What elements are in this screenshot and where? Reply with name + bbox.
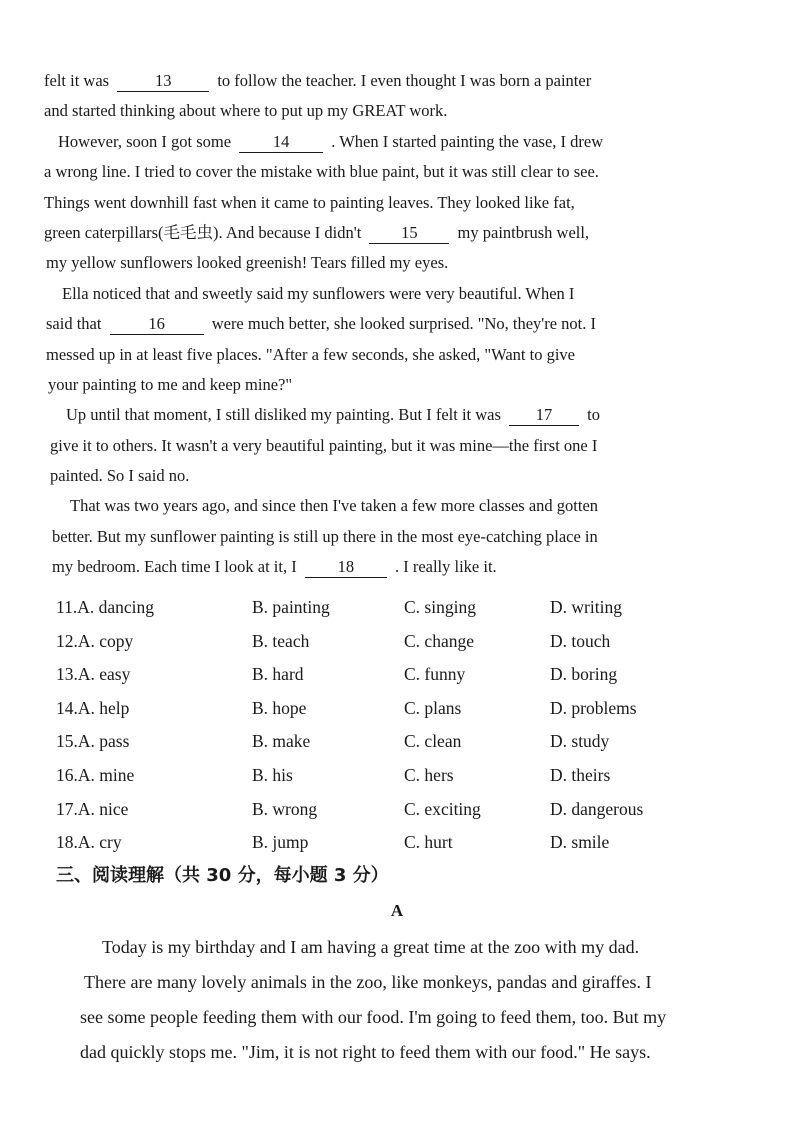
passage-text: were much better, she looked surprised. "No, they're not. I <box>211 314 597 334</box>
passage-text: green caterpillars(毛毛虫). And because I didn't <box>44 222 362 242</box>
passage-text: to follow the teacher. I even thought I was born a painter <box>217 71 592 90</box>
passage-line-17 <box>44 552 704 582</box>
option-row-18 <box>56 827 736 861</box>
passage-line-6 <box>44 218 704 248</box>
passage-text: felt it was <box>44 71 110 90</box>
option-b: B. teach <box>252 630 310 651</box>
answer-options <box>56 592 736 861</box>
option-b: B. his <box>252 764 293 785</box>
option-b: B. make <box>252 731 311 752</box>
passage-line-1 <box>44 66 704 96</box>
passage-line-7: my yellow sunflowers looked greenish! Tears filled my eyes. <box>46 253 449 273</box>
passage-line-8: Ella noticed that and sweetly said my sunflowers were very beautiful. When I <box>62 283 575 303</box>
option-d: D. touch <box>550 630 611 651</box>
reading-line-2: There are many lovely animals in the zoo, like monkeys, pandas and giraffes. I <box>84 972 652 992</box>
option-d: D. study <box>550 731 610 752</box>
passage-line-2: and started thinking about where to put up my GREAT work. <box>44 101 448 121</box>
option-a: 15.A. pass <box>56 731 130 752</box>
option-c: C. plans <box>404 697 462 718</box>
passage-line-15: That was two years ago, and since then I've taken a few more classes and gotten <box>70 496 599 516</box>
option-a: 14.A. help <box>56 697 130 718</box>
cloze-passage <box>44 66 704 583</box>
passage-line-10: messed up in at least five places. "After a few seconds, she asked, "Want to give <box>46 344 575 364</box>
passage-text: my paintbrush well, <box>457 222 590 242</box>
passage-text: . I really like it. <box>394 557 497 577</box>
option-c: C. exciting <box>404 798 481 819</box>
option-c: C. hurt <box>404 832 453 853</box>
passage-text: . When I started painting the vase, I drew <box>331 131 604 151</box>
option-row-17 <box>56 794 736 828</box>
passage-line-3 <box>44 127 704 157</box>
option-b: B. jump <box>252 832 309 853</box>
passage-text: my bedroom. Each time I look at it, I <box>52 557 297 577</box>
option-row-13 <box>56 659 736 693</box>
blank-14: 14 <box>239 132 323 153</box>
option-row-16 <box>56 760 736 794</box>
option-d: D. dangerous <box>550 798 644 819</box>
option-b: B. painting <box>252 597 330 617</box>
option-a: 13.A. easy <box>56 664 131 685</box>
blank-18: 18 <box>305 557 387 578</box>
option-row-12 <box>56 626 736 660</box>
option-a: 11.A. dancing <box>56 597 155 617</box>
option-d: D. theirs <box>550 764 611 785</box>
option-c: C. clean <box>404 731 462 752</box>
option-d: D. problems <box>550 697 637 718</box>
reading-line-3: see some people feeding them with our food. I'm going to feed them, too. But my <box>80 1007 667 1027</box>
option-d: D. smile <box>550 832 610 853</box>
passage-line-13: give it to others. It wasn't a very beautiful painting, but it was mine—the first one I <box>50 435 598 455</box>
passage-line-16: better. But my sunflower painting is still up there in the most eye-catching place in <box>52 526 598 546</box>
blank-13: 13 <box>117 71 209 92</box>
passage-line-11: your painting to me and keep mine?" <box>48 374 293 394</box>
option-row-15 <box>56 726 736 760</box>
option-row-11 <box>56 592 736 626</box>
blank-16: 16 <box>110 314 204 335</box>
option-a: 16.A. mine <box>56 764 135 785</box>
option-c: C. singing <box>404 597 476 617</box>
option-a: 17.A. nice <box>56 798 129 819</box>
option-c: C. change <box>404 630 474 651</box>
passage-line-5: Things went downhill fast when it came to painting leaves. They looked like fat, <box>44 192 575 212</box>
passage-text: said that <box>46 314 102 334</box>
passage-line-14: painted. So I said no. <box>50 466 190 486</box>
option-b: B. wrong <box>252 798 318 819</box>
reading-passage <box>80 930 740 1070</box>
option-row-14 <box>56 693 736 727</box>
passage-label: A <box>390 901 404 920</box>
option-c: C. funny <box>404 664 466 685</box>
option-b: B. hope <box>252 697 307 718</box>
option-a: 18.A. cry <box>56 832 122 853</box>
option-c: C. hers <box>404 764 454 785</box>
passage-line-9 <box>44 309 704 339</box>
section-heading: 三、阅读理解（共 30 分，每小题 3 分） <box>56 865 389 886</box>
passage-text: Up until that moment, I still disliked my painting. But I felt it was <box>66 405 501 425</box>
blank-15: 15 <box>369 223 449 244</box>
option-d: D. boring <box>550 664 618 685</box>
reading-line-1: Today is my birthday and I am having a great time at the zoo with my dad. <box>102 937 640 957</box>
option-a: 12.A. copy <box>56 630 134 651</box>
passage-text: However, soon I got some <box>58 131 232 151</box>
passage-text: to <box>587 405 601 425</box>
passage-line-4: a wrong line. I tried to cover the mistake with blue paint, but it was still clear to see. <box>44 162 599 182</box>
option-b: B. hard <box>252 664 304 685</box>
passage-line-12 <box>44 400 704 430</box>
blank-17: 17 <box>509 405 579 426</box>
reading-line-4: dad quickly stops me. "Jim, it is not right to feed them with our food." He says. <box>80 1042 651 1062</box>
option-d: D. writing <box>550 597 622 617</box>
